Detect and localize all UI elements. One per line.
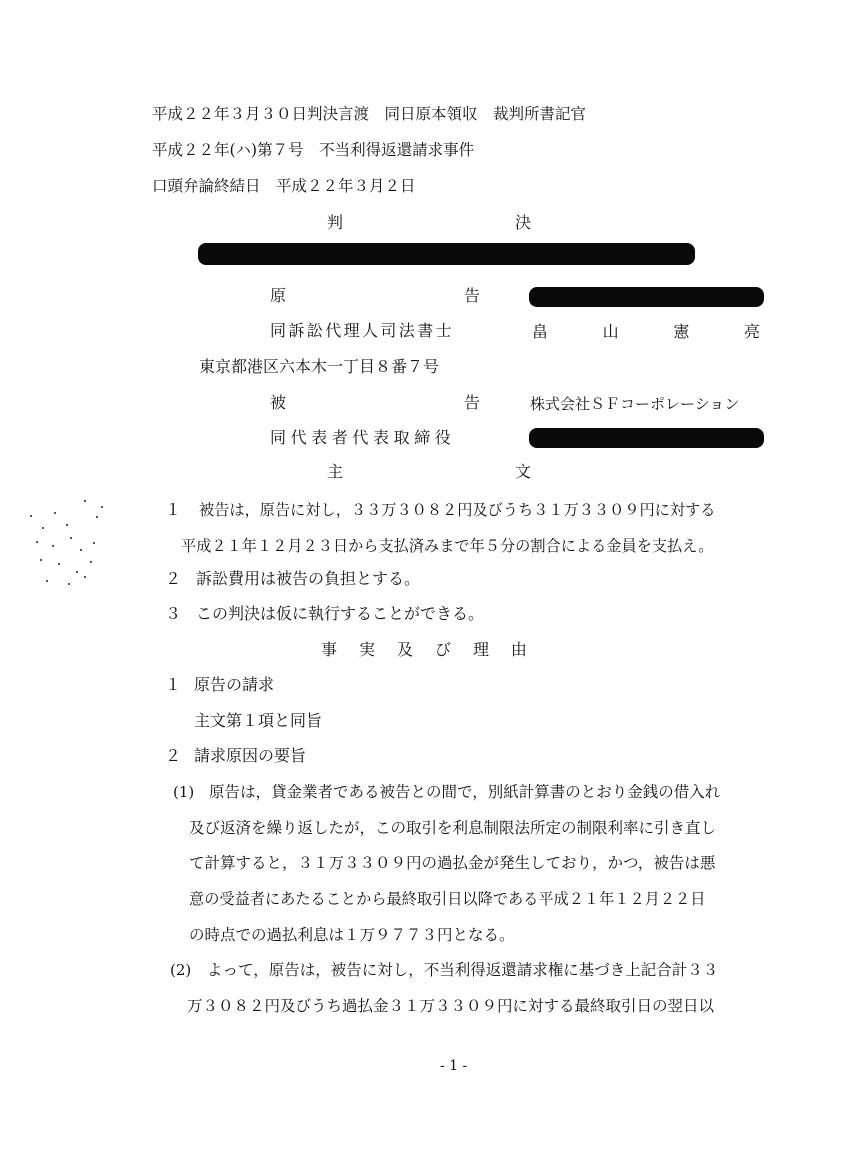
redacted-plaintiff-name [529,287,764,307]
agent-label: 同訴訟代理人司法書士 [270,321,455,340]
main-item-3-text: この判決は仮に執行することができる。 [196,604,485,623]
paragraph-1-line-4: 意の受益者にあたることから最終取引日以降である平成２１年１２月２２日 [189,890,706,908]
main-item-2-text: 訴訟費用は被告の負担とする。 [196,569,421,588]
section-1-title: 原告の請求 [194,675,275,694]
paragraph-1-line-1: 原告は，貸金業者である被告との間で，別紙計算書のとおり金銭の借入れ [209,783,721,801]
header-line-1: 平成２２年３月３０日判決言渡 同日原本領収 裁判所書記官 [152,105,587,123]
paragraph-1-marker: (1) [173,783,195,801]
section-2-number: ２ [165,746,182,765]
header-line-2: 平成２２年(ハ)第７号 不当利得返還請求事件 [152,141,475,159]
main-heading-char-1: 主 [327,462,344,481]
main-item-1-line-1: 被告は，原告に対し，３３万３０８２円及びうち３１万３３０９円に対する [199,501,716,519]
defendant-name: 株式会社ＳＦコーポレーション [530,395,740,413]
paragraph-1-line-5: の時点での過払利息は１万９７７３円となる。 [189,926,515,944]
main-item-3-number: ３ [165,604,182,623]
redacted-plaintiff-address [198,243,695,265]
agent-address: 東京都港区六本木一丁目８番７号 [199,357,440,376]
agent-name: 畠 山 憲 亮 [532,322,760,341]
main-item-1-number: １ [165,500,182,519]
paragraph-1-line-2: 及び返済を繰り返したが，この取引を利息制限法所定の制限利率に引き直し [189,819,717,837]
paragraph-1-line-3: て計算すると，３１万３３０９円の過払金が発生しており，かつ，被告は悪 [189,854,716,872]
paragraph-2-line-2: 万３０８２円及びうち過払金３１万３３０９円に対する最終取引日の翌日以 [187,997,715,1015]
title-char-2: 決 [515,213,532,232]
main-item-1-line-2: 平成２１年１２月２３日から支払済みまで年５分の割合による金員を支払え。 [181,537,714,555]
main-item-2-number: ２ [165,569,182,588]
section-2-title: 請求原因の要旨 [194,746,307,765]
facts-heading: 事 実 及 び 理 由 [321,640,527,659]
page-number: - 1 - [440,1058,468,1074]
header-line-3: 口頭弁論終結日 平成２２年３月２日 [152,177,416,195]
title-char-1: 判 [327,213,344,232]
plaintiff-label: 原 告 [270,286,480,305]
defendant-label: 被 告 [270,393,480,412]
paragraph-2-marker: (2) [170,961,192,979]
representative-label: 同代表者代表取締役 [270,428,456,447]
section-1-number: １ [165,675,182,694]
main-heading-char-2: 文 [515,462,532,481]
redacted-representative-name [529,428,764,448]
section-1-body: 主文第１項と同旨 [194,711,323,730]
paragraph-2-line-1: よって，原告は，被告に対し，不当利得返還請求権に基づき上記合計３３ [207,961,719,979]
